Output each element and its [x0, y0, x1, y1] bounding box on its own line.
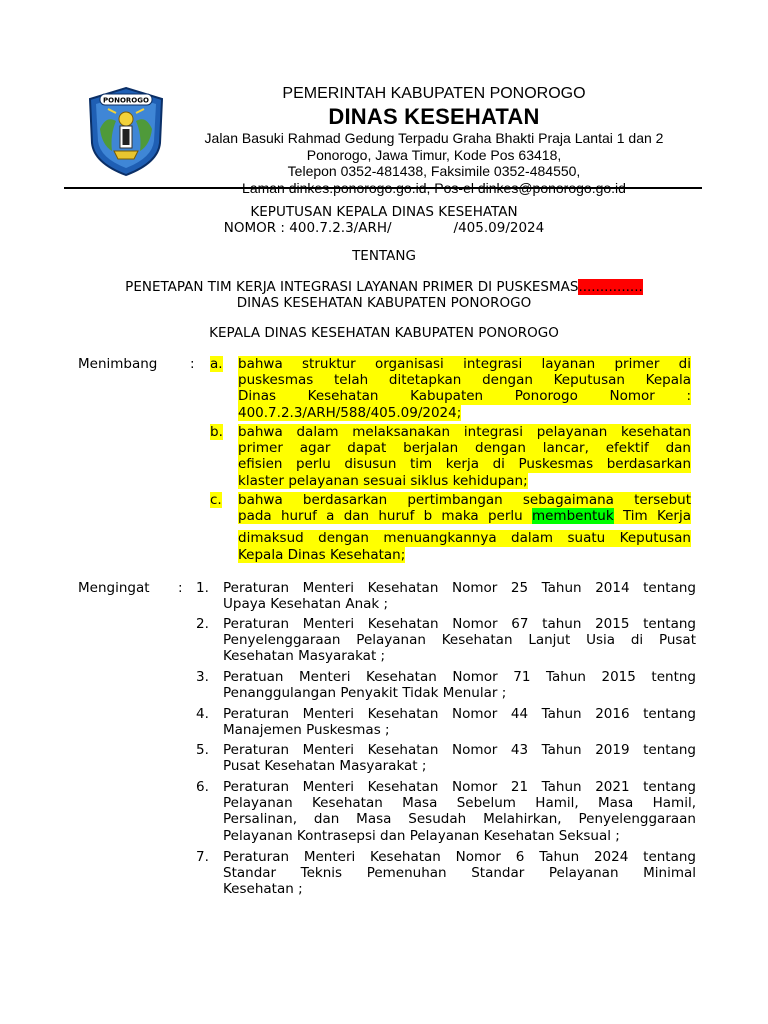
text-line: Kepala Dinas Kesehatan; [238, 546, 406, 563]
item-marker: 4. [196, 706, 209, 722]
text-line: bahwa berdasarkan pertimbangan sebagaimana tersebut [238, 492, 691, 508]
item-marker: 7. [196, 849, 209, 865]
text-line: Peratuan Menteri Kesehatan Nomor 71 Tahun 2015 tentng [223, 669, 696, 685]
text-line: Peraturan Menteri Kesehatan Nomor 44 Tahun 2016 tentang [223, 706, 696, 722]
highlighted-word: membentuk [531, 508, 614, 525]
text-line: klaster pelayanan sesuai siklus kehidupan; [238, 472, 528, 489]
text-line: Persalinan, dan Masa Sesudah Melahirkan, Penyelenggaraan [223, 811, 696, 828]
text-line: pada huruf a dan huruf b maka perlu membentuk Tim Kerja [238, 508, 691, 525]
letterhead [170, 84, 698, 196]
address-line-4: Laman dinkes.ponorogo.go.id, Pos-el dinkes@ponorogo.go.id [242, 179, 626, 196]
text-line: Manajemen Puskesmas ; [223, 722, 390, 739]
menimbang-label: Menimbang [78, 356, 158, 372]
mengingat-item-3 [196, 669, 696, 701]
text-line: Peraturan Menteri Kesehatan Nomor 43 Tahun 2019 tentang [223, 742, 696, 758]
text-line: 400.7.2.3/ARH/588/405.09/2024; [238, 404, 462, 421]
address-line-3: Telepon 0352-481438, Faksimile 0352-484550, [287, 163, 581, 179]
item-marker: b. [210, 424, 223, 440]
text-line: primer agar dapat berjalan dengan lancar, efektif dan [238, 440, 691, 457]
address-line-1: Jalan Basuki Rahmad Gedung Terpadu Graha Bhakti Praja Lantai 1 dan 2 [204, 130, 664, 146]
svg-text:PONOROGO: PONOROGO [103, 96, 149, 105]
item-marker: 2. [196, 616, 209, 632]
decree-number [0, 220, 768, 236]
menimbang-item-a [210, 356, 691, 421]
decree-subject-line-1 [0, 279, 768, 295]
text-line: Peraturan Menteri Kesehatan Nomor 25 Tahun 2014 tentang [223, 580, 696, 596]
mengingat-label: Mengingat [78, 580, 150, 596]
text-line: bahwa dalam melaksanakan integrasi pelayanan kesehatan [238, 424, 691, 440]
mengingat-item-2 [196, 616, 696, 665]
menimbang-colon: : [190, 356, 195, 372]
decree-number-prefix: NOMOR : 400.7.2.3/ARH/ [223, 220, 392, 236]
mengingat-colon: : [178, 580, 183, 596]
item-marker: 6. [196, 779, 209, 795]
government-name: PEMERINTAH KABUPATEN PONOROGO [282, 85, 586, 102]
subject-text: PENETAPAN TIM KERJA INTEGRASI LAYANAN PRIMER DI PUSKESMAS [125, 279, 579, 295]
text-line: Penanggulangan Penyakit Tidak Menular ; [223, 685, 507, 702]
decree-number-suffix: /405.09/2024 [453, 220, 545, 236]
item-marker: 1. [196, 580, 209, 596]
mengingat-item-5 [196, 742, 696, 774]
text-line: Peraturan Menteri Kesehatan Nomor 6 Tahun 2024 tentang [223, 849, 696, 865]
department-name: DINAS KESEHATAN [328, 104, 540, 129]
mengingat-item-7 [196, 849, 696, 898]
text-line: Penyelenggaraan Pelayanan Kesehatan Lanjut Usia di Pusat [223, 632, 696, 649]
address-line-2: Ponorogo, Jawa Timur, Kode Pos 63418, [306, 146, 562, 163]
letterhead-divider [64, 187, 702, 189]
text-line: Kesehatan Masyarakat ; [223, 648, 386, 665]
decree-title: KEPUTUSAN KEPALA DINAS KESEHATAN [250, 204, 518, 220]
mengingat-item-4 [196, 706, 696, 738]
text-line: Pelayanan Kontrasepsi dan Pelayanan Kesehatan Seksual ; [223, 827, 620, 844]
text-line: Standar Teknis Pemenuhan Standar Pelayanan Minimal [223, 865, 696, 882]
text-line: Pelayanan Kesehatan Masa Sebelum Hamil, Masa Hamil, [223, 795, 696, 812]
text-line: puskesmas telah ditetapkan dengan Keputusan Kepala [238, 372, 691, 389]
subject-blank-placeholder: ............... [578, 279, 643, 295]
text-line: Dinas Kesehatan Kabupaten Ponorogo Nomor : [238, 388, 691, 405]
text-line: Pusat Kesehatan Masyarakat ; [223, 758, 427, 775]
text-line: bahwa struktur organisasi integrasi layanan primer di [238, 356, 691, 372]
text-line: Kesehatan ; [223, 881, 303, 898]
item-marker: 3. [196, 669, 209, 685]
item-marker: c. [210, 492, 222, 508]
mengingat-item-6 [196, 779, 696, 844]
menimbang-item-c [210, 492, 691, 563]
text-line: efisien perlu disusun tim kerja di Puskesmas berdasarkan [238, 456, 691, 473]
text-line: dimaksud dengan menuangkannya dalam suatu Keputusan [238, 530, 691, 547]
decree-subject-line-2: DINAS KESEHATAN KABUPATEN PONOROGO [236, 295, 532, 311]
item-marker: 5. [196, 742, 209, 758]
ponorogo-regency-logo [86, 85, 166, 177]
decree-about: TENTANG [352, 248, 416, 264]
item-marker: a. [210, 356, 223, 372]
text-line: Peraturan Menteri Kesehatan Nomor 21 Tahun 2021 tentang [223, 779, 696, 795]
text-line: Peraturan Menteri Kesehatan Nomor 67 tahun 2015 tentang [223, 616, 696, 632]
decree-issuer: KEPALA DINAS KESEHATAN KABUPATEN PONOROGO [209, 325, 559, 341]
menimbang-item-b [210, 424, 691, 489]
text-line: Upaya Kesehatan Anak ; [223, 596, 389, 613]
mengingat-item-1 [196, 580, 696, 612]
